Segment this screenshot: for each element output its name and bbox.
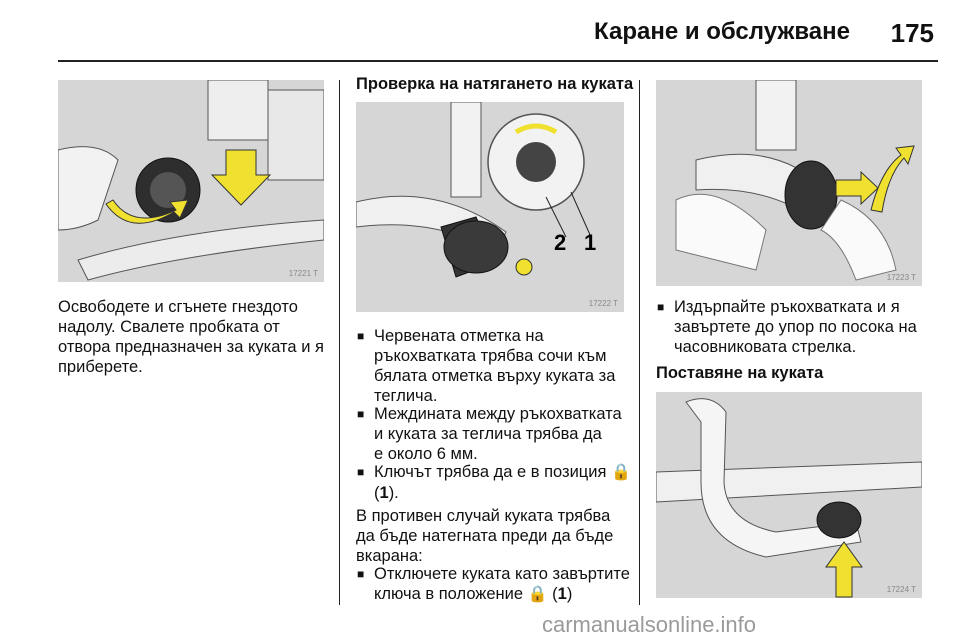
figure-code: 17221 T: [288, 269, 318, 278]
figure-tension-check: [356, 102, 624, 312]
column-divider: [639, 80, 640, 605]
col1-paragraph: Освободете и сгънете гнездото надолу. Свалете пробката от отвора предназначен за куката и я приберете.: [58, 298, 324, 376]
bullet-red-mark: ■ Червената отметка на ръкохватката трябва сочи към бялата отметка върху куката за теглича.: [357, 327, 616, 405]
figure-code: 17223 T: [886, 273, 916, 282]
watermark: carmanualsonline.info: [542, 612, 757, 637]
bullet-square-icon: ■: [357, 465, 365, 479]
pull-rotate-illustration: [656, 80, 922, 286]
figure-pull-rotate: [656, 80, 922, 286]
bullet-square-icon: ■: [657, 300, 665, 314]
bullet-pull-handle: ■ Издърпайте ръкохватката и я завъртете до упор по посока на часовниковата стрелка.: [657, 298, 917, 356]
figure-label-2: 2: [554, 230, 567, 255]
figure-code: 17222 T: [588, 299, 618, 308]
bullet-square-icon: ■: [357, 407, 365, 421]
bullet-unlock: ■ Отключете куката като завъртите ключа в положение 🔒 (1): [357, 565, 630, 603]
figure-label-1: 1: [584, 230, 597, 255]
socket-illustration: [58, 80, 324, 282]
figure-code: 17224 T: [886, 585, 916, 594]
header-rule: [58, 60, 938, 62]
figure-socket-release: [58, 80, 324, 282]
section-heading-tension: Проверка на натягането на куката: [356, 75, 634, 93]
hook-insert-illustration: [656, 392, 922, 598]
section-heading-insert: Поставяне на куката: [656, 364, 824, 382]
bullet-square-icon: ■: [357, 567, 365, 581]
page-number: 175: [890, 18, 934, 48]
page-header-title: Каране и обслужване: [594, 18, 850, 45]
bullet-gap: ■ Междината между ръкохватката и куката за теглича трябва да е около 6 мм.: [357, 405, 622, 463]
column-divider: [339, 80, 340, 605]
tension-illustration: [356, 102, 624, 312]
lock-icon: 🔒: [527, 586, 548, 603]
bullet-key-position: ■ Ключът трябва да е в позиция 🔒 (1).: [357, 463, 631, 502]
figure-hook-insert: [656, 392, 922, 598]
col2-paragraph: В противен случай куката трябва да бъде натегната преди да бъде вкарана:: [356, 507, 614, 565]
bullet-square-icon: ■: [357, 329, 365, 343]
lock-icon: 🔒: [610, 464, 631, 481]
